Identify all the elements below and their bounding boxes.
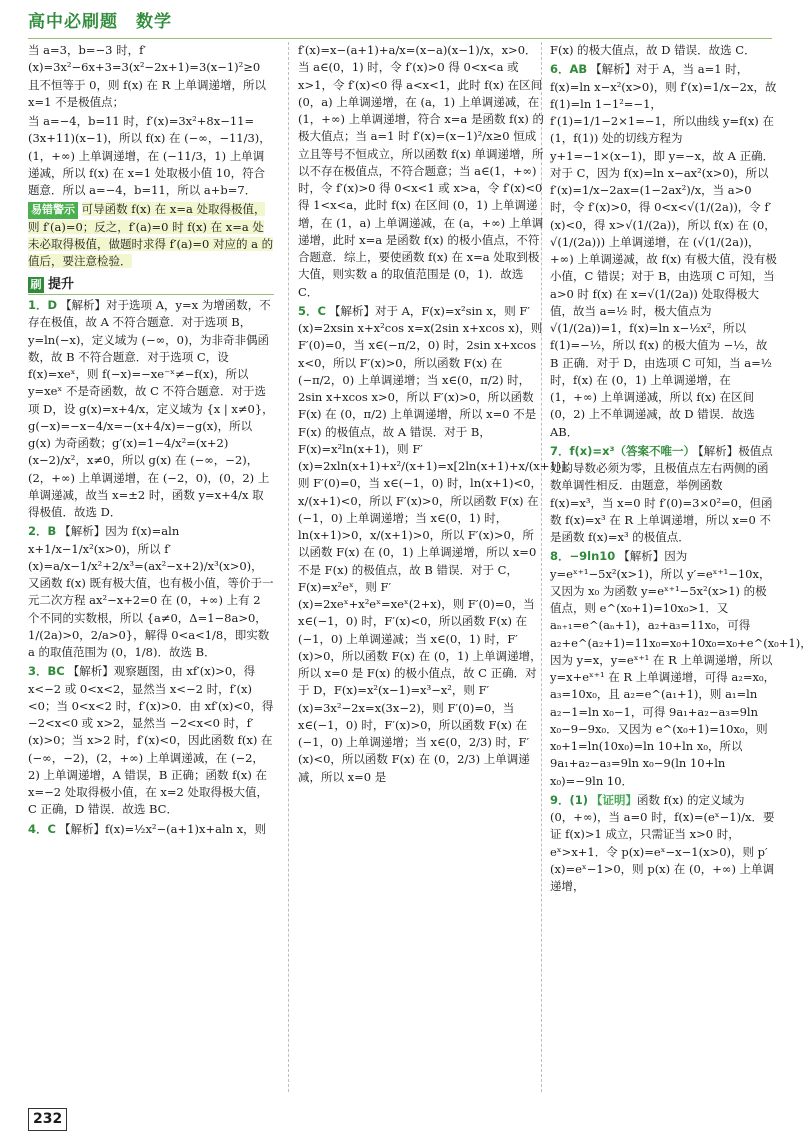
answer-text: 【解析】观察题图，由 xf′(x)>0，得 x<−2 或 0<x<2，显然当 x<−2 时，f′(x)<0；当 0<x<2 时，f′(x)>0．由 xf′(x)<0，得 −2<x<0 或 x>2，显然当 −2<x<0 时，f′(x)>0；当 x>2 时，f′(x)<0，因此函数 f(x) 在 (−∞，−2)，(2，+∞) 上单调递减，在 (−2，2) 上单调递增，A 错误，B 正确；函数 f(x) 在 x=−2 处取得极小值，在 x=2 处取得极大值，C 正确，D 错误．故选 BC． (28, 664, 274, 817)
answer-number: 3．BC (28, 664, 65, 679)
proof-tag: 【证明】 (591, 792, 638, 807)
text-line: 当 a=−4，b=11 时，f′(x)=3x²+8x−11=(3x+11)(x−1)，所以 f(x) 在 (−∞，−11/3)，(1，+∞) 上单调递增，在 (−11/3，1) 上单调递减，所以 f(x) 在 x=1 处取极小值 10，符合题意．所以 a=−4，b=11，所以 a+b=7． (28, 114, 271, 197)
answer-number: 2．B (28, 524, 57, 539)
text-line: f′(x)=x−(a+1)+a/x=(x−a)(x−1)/x，x>0．当 a∈(0，1) 时，令 f′(x)>0 得 0<x<a 或 x>1，令 f′(x)<0 得 a<x<1，此时 f(x) 在区间 (0，a) 上单调递增，在 (a，1) 上单调递减，在 (1，+∞) 上单调递增，符合 x=a 是函数 f(x) 的极大值点；当 a=1 时 f′(x)=(x−1)²/x≥0 恒成立且等号不恒成立，所以函数 f(x) 单调递增，所以不存在极值点，不符合题意；当 a∈(1，+∞) 时，令 f′(x)>0 得 0<x<1 或 x>a，令 f′(x)<0 得 1<x<a，此时 f(x) 在区间 (0，1) 上单调递增，在 (1，a) 上单调递减，在 (a，+∞) 上单调递增，此时 x=a 是函数 f(x) 的极小值点，不符合题意．综上，要使函数 f(x) 在 x=a 处取到极大值，则实数 a 的取值范围是 (0，1)．故选 C． (298, 43, 544, 299)
answer-text: 【解析】对于选项 A，y=x 为增函数，不存在极值，故 A 不符合题意．对于选项 B，y=ln(−x)，定义域为 (−∞，0)，为非奇非偶函数，故 B 不符合题意．对于选项 C，设 f(x)=xeˣ，则 f(−x)=−xe⁻ˣ≠−f(x)，所以 y=xeˣ 不是奇函数，故 C 不符合题意．对于选项 D，设 g(x)=x+4/x，定义域为 {x | x≠0}，g(−x)=−x−4/x=−(x+4/x)=−g(x)，所以 g(x) 为奇函数；g′(x)=1−4/x²=(x+2)(x−2)/x²，x≠0，所以 g(x) 在 (−∞，−2)，(2，+∞) 上单调递增，在 (−2，0)，(0，2) 上单调递减，故当 x=±2 时，函数 y=x+4/x 取得极值．故选 D． (28, 298, 274, 519)
answer-item (550, 548, 812, 790)
section-heading (28, 275, 274, 296)
answer-text: 【解析】因为 y=eˣ⁺¹−5x²(x>1)，所以 y′=eˣ⁺¹−10x，又因为 x₀ 为函数 y=eˣ⁺¹−5x²(x>1) 的极值点，则 e^(x₀+1)=10x₀>1．又 aₙ₊₁=e^(aₙ+1)，a₂+a₃=11x₀，可得 a₂+e^(a₂+1)=11x₀=x₀+10x₀=x₀+e^(x₀+1)，因为 y=x，y=eˣ⁺¹ 在 R 上单调递增，所以 y=x+eˣ⁺¹ 在 R 上单调递增，可得 a₂=x₀，a₃=10x₀，且 a₂=e^(a₁+1)，则 a₁=ln a₂−1=ln x₀−1，可得 9a₁+a₂−a₃=9ln x₀−9−9x₀．又因为 e^(x₀+1)=10x₀，则 x₀+1=ln(10x₀)=ln 10+ln x₀，所以 9a₁+a₂−a₃=9ln x₀−9(ln 10+ln x₀)=−9ln 10． (550, 549, 812, 788)
answer-text: 【解析】极值点处的导数必须为零，且极值点左右两侧的函数单调性相反．由题意，举例函数 f(x)=x³，当 x=0 时 f′(0)=3×0²=0，但函数 f(x)=x³ 在 R 上单调递增，所以 x=0 不是函数 f(x)=x³ 的极值点． (550, 443, 773, 544)
answer-text: 【解析】f(x)=½x²−(a+1)x+aln x，则 (58, 821, 267, 836)
column-right (550, 42, 812, 1092)
warning-text: 可导函数 f(x) 在 x=a 处取得极值，则 f′(a)=0；反之，f′(a)=0 时 f(x) 在 x=a 处未必取得极值，做题时求得 f′(a)=0 对应的 a 的值后，要注意检验． (28, 202, 274, 269)
column-divider (288, 42, 289, 1092)
answer-number: 8．−9ln10 (550, 549, 616, 564)
answer-text: 【解析】对于 A，F(x)=x²sin x，则 F′(x)=2xsin x+x²cos x=x(2sin x+xcos x)，则 F′(0)=0，当 x∈(−π/2，0) 时，2sin x+xcos x<0，所以 F′(x)>0，所以函数 F(x) 在 (−π/2，0) 上单调递增；当 x∈(0，π/2) 时，2sin x+xcos x>0，所以 F′(x)>0，所以函数 F(x) 在 (0，π/2) 上单调递增，所以 x=0 不是 F(x) 的极值点，故 A 错误．对于 B，F(x)=x²ln(x+1)，则 F′(x)=2xln(x+1)+x²/(x+1)=x[2ln(x+1)+x/(x+1)]，则 F′(0)=0，当 x∈(−1，0) 时，ln(x+1)<0，x/(x+1)<0，所以 F′(x)>0，所以函数 F(x) 在 (−1，0) 上单调递增；当 x∈(0，1) 时，ln(x+1)>0，x/(x+1)>0，所以 F′(x)>0，所以函数 F(x) 在 (0，1) 上单调递增，所以 x=0 不是 F(x) 的极值点，故 B 错误．对于 C，F(x)=x²eˣ，则 F′(x)=2xeˣ+x²eˣ=xeˣ(2+x)，则 F′(0)=0，当 x∈(−1，0) 时，F′(x)<0，所以函数 F(x) 在 (−1，0) 上单调递减；当 x∈(0，1) 时，F′(x)>0，所以函数 F(x) 在 (0，1) 上单调递增，所以 x=0 是 F(x) 的极小值点，故 C 正确．对于 D，F(x)=x²(x−1)=x³−x²，则 F′(x)=3x²−2x=x(3x−2)，则 F′(0)=0，当 x∈(−1，0) 时，F′(x)>0，所以函数 F(x) 在 (−1，0) 上单调递增；当 x∈(0，2/3) 时，F′(x)<0，所以函数 F(x) 在 (0，2/3) 上单调递减，所以 x=0 是 (298, 303, 578, 784)
page-header (28, 10, 772, 39)
warning-box (28, 201, 274, 270)
brush-icon: 刷 (28, 277, 44, 293)
text-line: 当 a=3，b=−3 时，f′(x)=3x²−6x+3=3(x²−2x+1)=3(x−1)²≥0 且不恒等于 0，则 f(x) 在 R 上单调递增，所以 x=1 不是极值点； (28, 43, 266, 109)
answer-item (550, 61, 778, 441)
answer-item (550, 443, 778, 547)
answer-item (28, 663, 274, 818)
text-line: F(x) 的极大值点，故 D 错误．故选 C． (550, 43, 756, 57)
answer-item (28, 523, 274, 661)
answer-item (550, 792, 778, 896)
answer-number: 6．AB (550, 62, 588, 77)
page-number: 232 (28, 1108, 67, 1131)
answer-text: 【解析】因为 f(x)=aln x+1/x−1/x²(x>0)，所以 f′(x)=a/x−1/x²+2/x³=(ax²−x+2)/x³(x>0)，又函数 f(x) 既有极大值，也有极小值，等价于一元二次方程 ax²−x+2=0 在 (0，+∞) 上有 2 个不同的实数根，所以 {a≠0，Δ=1−8a>0，1/(2a)>0，2/a>0}，解得 0<a<1/8，即实数 a 的取值范围为 (0，1/8)．故选 B． (28, 524, 274, 659)
answer-number: 4．C (28, 821, 56, 836)
answer-text: 函数 f(x) 的定义域为 (0，+∞)，当 a=0 时，f(x)=(eˣ−1)/x．要证 f(x)>1 成立，只需证当 x>0 时，eˣ>x+1．令 p(x)=eˣ−x−1(x>0)，则 p′(x)=eˣ−1>0，则 p(x) 在 (0，+∞) 上单调递增， (550, 792, 775, 893)
answer-text: 【解析】对于 A，当 a=1 时，f(x)=ln x−x²(x>0)，则 f′(x)=1/x−2x，故 f(1)=ln 1−1²=−1，f′(1)=1/1−2×1=−1，所以曲线 y=f(x) 在 (1，f(1)) 处的切线方程为 y+1=−1×(x−1)，即 y=−x，故 A 正确．对于 C，因为 f(x)=ln x−ax²(x>0)，所以 f′(x)=1/x−2ax=(1−2ax²)/x，当 a>0 时，令 f′(x)>0，得 0<x<√(1/(2a))，令 f′(x)<0，得 x>√(1/(2a))，所以 f(x) 在 (0，√(1/(2a))) 上单调递增，在 (√(1/(2a))，+∞) 上单调递减，故 f(x) 有极大值，没有极小值，C 错误；对于 B，由选项 C 可知，当 a>0 时 f(x) 在 x=√(1/(2a)) 处取得极大值，故当 a=½ 时，极大值点为 √(1/(2a))=1，f(x)=ln x−½x²，所以 f(1)=−½，所以 f(x) 的极大值为 −½，故 B 正确．对于 D，由选项 C 可知，当 a=½ 时，f(x) 在 (0，1) 上单调递增，在 (1，+∞) 上单调递减，所以 f(x) 在区间 (0，2) 上不单调递减，故 D 错误．故选 AB． (550, 62, 777, 439)
answer-number: 5．C (298, 303, 326, 318)
column-left (28, 42, 274, 1092)
section-title: 提升 (48, 276, 75, 292)
answer-item (28, 297, 274, 521)
answer-item (28, 821, 274, 838)
answer-number: 7．f(x)=x³（答案不唯一） (550, 443, 696, 458)
header-title: 高中必刷题 数学 (28, 12, 172, 32)
warning-label: 易错警示 (28, 202, 78, 219)
answer-number: 1．D (28, 298, 58, 312)
answer-item (298, 303, 578, 786)
answer-number: 9．(1) (550, 792, 589, 807)
